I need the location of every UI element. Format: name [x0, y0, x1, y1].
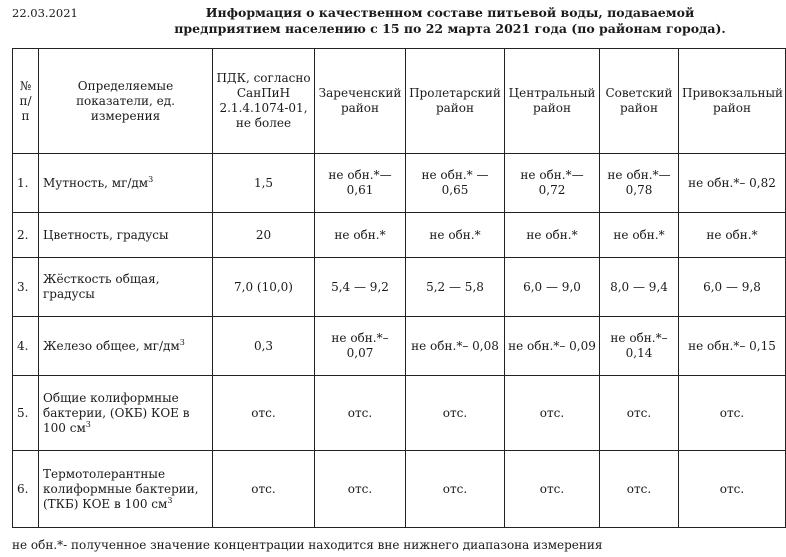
header-district-centralny: Центральный район: [505, 49, 600, 154]
pdk-value: 7,0 (10,0): [213, 258, 315, 317]
table-row: [13, 376, 786, 451]
footnote: не обн.*- полученное значение концентрации находится вне нижнего диапазона измерения: [12, 538, 603, 552]
row-number: 6.: [13, 451, 39, 528]
value-privokzalny: не обн.*– 0,15: [679, 317, 786, 376]
value-sovetsky: не обн.*— 0,78: [600, 154, 679, 213]
table-row: [13, 213, 786, 258]
pdk-value: отс.: [213, 451, 315, 528]
header-row: [13, 49, 786, 154]
value-proletarsky: отс.: [406, 376, 505, 451]
value-privokzalny: не обн.*– 0,82: [679, 154, 786, 213]
value-zarechensky: отс.: [315, 376, 406, 451]
header-district-privokzalny: Привокзальный район: [679, 49, 786, 154]
value-centralny: не обн.*– 0,09: [505, 317, 600, 376]
value-sovetsky: отс.: [600, 451, 679, 528]
indicator-name: Железо общее, $мг/дм^3$: [39, 317, 213, 376]
table-row: [13, 154, 786, 213]
row-number: 5.: [13, 376, 39, 451]
value-privokzalny: 6,0 — 9,8: [679, 258, 786, 317]
value-zarechensky: отс.: [315, 451, 406, 528]
pdk-value: 20: [213, 213, 315, 258]
header-district-zarechensky: Зареченский район: [315, 49, 406, 154]
value-proletarsky: не обн.* — 0,65: [406, 154, 505, 213]
value-centralny: не обн.*: [505, 213, 600, 258]
header-pdk: ПДК, согласно СанПиН 2.1.4.1074-01, не более: [213, 49, 315, 154]
table-row: [13, 258, 786, 317]
header-district-proletarsky: Пролетарский район: [406, 49, 505, 154]
value-sovetsky: не обн.*– 0,14: [600, 317, 679, 376]
row-number: 3.: [13, 258, 39, 317]
row-number: 4.: [13, 317, 39, 376]
indicator-name: Цветность, градусы: [39, 213, 213, 258]
pdk-value: 1,5: [213, 154, 315, 213]
value-privokzalny: отс.: [679, 376, 786, 451]
value-sovetsky: отс.: [600, 376, 679, 451]
indicator-name: Термотолерантные колиформные бактерии, (ТКБ) КОЕ в 100 $см^3$: [39, 451, 213, 528]
value-proletarsky: не обн.*: [406, 213, 505, 258]
value-privokzalny: не обн.*: [679, 213, 786, 258]
indicator-name: Жёсткость общая, градусы: [39, 258, 213, 317]
document-date: 22.03.2021: [12, 6, 78, 20]
indicator-name: Мутность, $мг/дм^3$: [39, 154, 213, 213]
header-num: № п/п: [13, 49, 39, 154]
header-indicator: Определяемые показатели, ед. измерения: [39, 49, 213, 154]
value-zarechensky: не обн.*– 0,07: [315, 317, 406, 376]
water-quality-table: [12, 48, 786, 528]
table-row: [13, 317, 786, 376]
row-number: 2.: [13, 213, 39, 258]
value-centralny: отс.: [505, 376, 600, 451]
value-centralny: не обн.*— 0,72: [505, 154, 600, 213]
value-proletarsky: 5,2 — 5,8: [406, 258, 505, 317]
value-sovetsky: не обн.*: [600, 213, 679, 258]
value-proletarsky: отс.: [406, 451, 505, 528]
value-privokzalny: отс.: [679, 451, 786, 528]
indicator-name: Общие колиформные бактерии, (ОКБ) КОЕ в 100 $см^3$: [39, 376, 213, 451]
document-title: [140, 5, 760, 37]
title-line-1: Информация о качественном составе питьевой воды, подаваемой: [205, 5, 695, 20]
row-number: 1.: [13, 154, 39, 213]
value-zarechensky: 5,4 — 9,2: [315, 258, 406, 317]
value-zarechensky: не обн.*— 0,61: [315, 154, 406, 213]
value-proletarsky: не обн.*– 0,08: [406, 317, 505, 376]
title-line-2: предприятием населению с 15 по 22 марта 2021 года (по районам города).: [174, 21, 726, 36]
table-row: [13, 451, 786, 528]
value-centralny: отс.: [505, 451, 600, 528]
value-sovetsky: 8,0 — 9,4: [600, 258, 679, 317]
value-zarechensky: не обн.*: [315, 213, 406, 258]
pdk-value: отс.: [213, 376, 315, 451]
header-district-sovetsky: Советский район: [600, 49, 679, 154]
value-centralny: 6,0 — 9,0: [505, 258, 600, 317]
pdk-value: 0,3: [213, 317, 315, 376]
